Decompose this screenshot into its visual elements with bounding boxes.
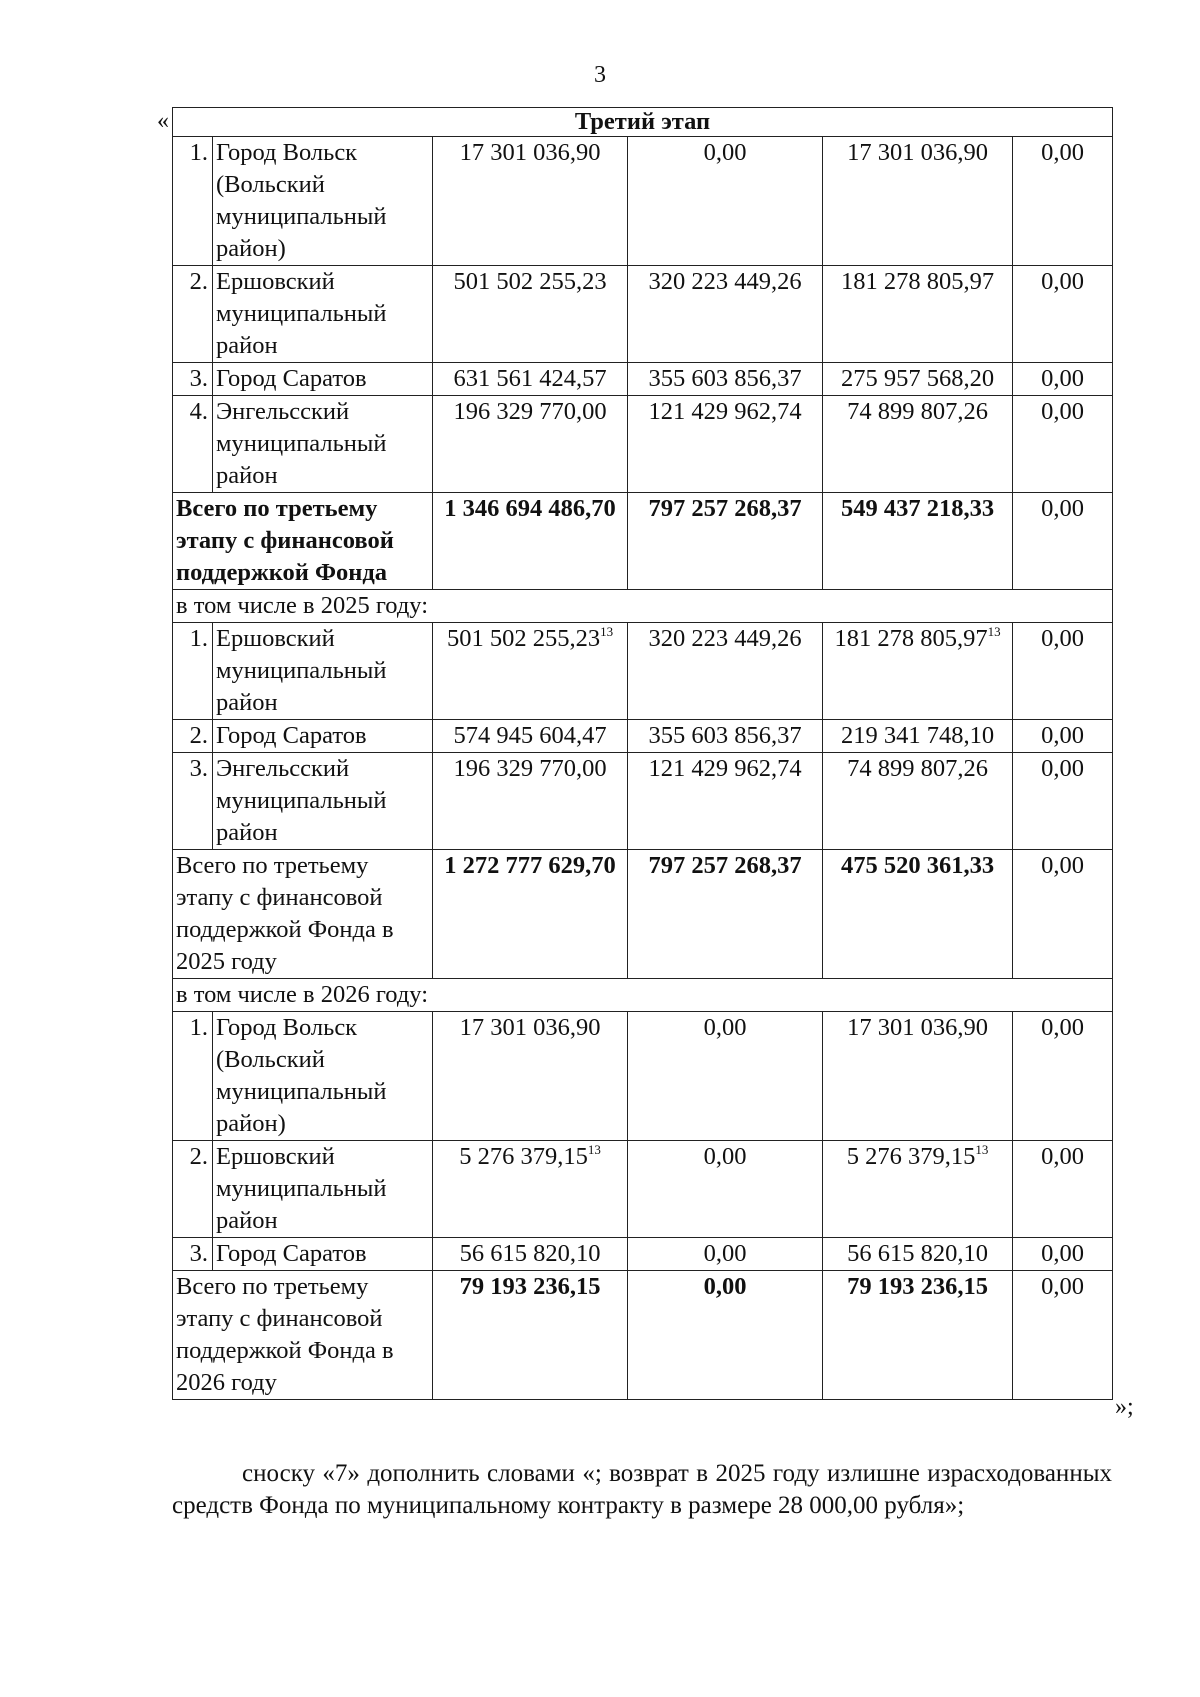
cell-fund-value: 320 223 449,26 [648,625,802,652]
cell-local-value: 0,00 [1041,852,1084,879]
cell-local [1013,493,1113,590]
cell-local [1013,363,1113,396]
footnote-mark: 13 [987,624,1001,639]
cell-local-value: 0,00 [1041,722,1084,749]
row-name: Энгельсский муниципальный район [213,753,433,850]
cell-local [1013,1238,1113,1271]
cell-fund [628,266,823,363]
footnote-mark: 13 [587,1142,601,1157]
row-index: 4. [173,396,213,493]
cell-total [433,1012,628,1141]
cell-total-value: 56 615 820,10 [459,1240,601,1267]
cell-total-value: 631 561 424,57 [453,365,607,392]
table-row [173,1012,1113,1141]
cell-fund [628,396,823,493]
table-row [173,137,1113,266]
year-subtotal-row [173,1271,1113,1400]
cell-fund [628,1012,823,1141]
cell-region [823,1238,1013,1271]
cell-region-value: 181 278 805,97 [834,625,988,652]
cell-fund-value: 355 603 856,37 [648,722,802,749]
cell-total [433,363,628,396]
cell-total [433,753,628,850]
cell-region-value: 17 301 036,90 [847,139,988,166]
cell-total [433,720,628,753]
funding-table-body [173,108,1113,1400]
cell-fund-value: 797 257 268,37 [648,852,802,879]
cell-total [433,266,628,363]
row-name: Всего по третьему этапу с финансовой поддержкой Фонда [173,493,433,590]
row-name: Город Саратов [213,363,433,396]
closing-quote: »; [1115,1394,1134,1420]
cell-region-value: 5 276 379,15 [846,1143,976,1170]
cell-region-value: 181 278 805,97 [840,268,995,295]
table-row [173,363,1113,396]
cell-total-value: 196 329 770,00 [453,398,607,425]
cell-region [823,266,1013,363]
cell-fund-value: 797 257 268,37 [648,495,802,522]
cell-total-value: 501 502 255,23 [453,268,607,295]
row-name: Ершовский муниципальный район [213,266,433,363]
cell-region [823,363,1013,396]
cell-total-value: 1 272 777 629,70 [444,852,616,879]
row-name: Энгельсский муниципальный район [213,396,433,493]
table-row [173,753,1113,850]
cell-region [823,1141,1013,1238]
cell-total [433,493,628,590]
cell-fund-value: 0,00 [703,1143,747,1170]
row-index: 1. [173,623,213,720]
cell-fund [628,850,823,979]
cell-local [1013,1012,1113,1141]
cell-fund [628,137,823,266]
cell-fund-value: 121 429 962,74 [648,755,802,782]
cell-fund [628,720,823,753]
cell-total [433,1238,628,1271]
cell-region [823,720,1013,753]
row-name: Ершовский муниципальный район [213,1141,433,1238]
cell-region [823,1012,1013,1141]
table-row [173,623,1113,720]
stage-total-row [173,493,1113,590]
cell-region [823,137,1013,266]
footnote-amendment-text: сноску «7» дополнить словами «; возврат в 2025 году излишне израсходованных средств Фонда по муниципальному контракту в размере 28 000,00 рубля»; [172,1460,1112,1519]
page-number: 3 [594,62,606,88]
cell-local-value: 0,00 [1041,398,1084,425]
row-index: 1. [173,1012,213,1141]
cell-region-value: 475 520 361,33 [840,852,995,879]
row-name: Город Саратов [213,720,433,753]
cell-total-value: 574 945 604,47 [453,722,607,749]
cell-total [433,1141,628,1238]
row-name: Всего по третьему этапу с финансовой поддержкой Фонда в 2026 году [173,1271,433,1400]
cell-local-value: 0,00 [1041,625,1084,652]
section-row [173,590,1113,623]
cell-total-value: 1 346 694 486,70 [444,495,616,522]
cell-local [1013,137,1113,266]
cell-local-value: 0,00 [1041,139,1084,166]
cell-total [433,396,628,493]
row-index: 2. [173,1141,213,1238]
table-row [173,1141,1113,1238]
cell-fund-value: 0,00 [703,1014,747,1041]
cell-total [433,623,628,720]
cell-region [823,493,1013,590]
row-name: Город Вольск (Вольский муниципальный район) [213,1012,433,1141]
cell-total-value: 17 301 036,90 [459,1014,601,1041]
footnote-amendment [172,1458,1112,1522]
stage-header-row [173,108,1113,137]
row-index: 3. [173,363,213,396]
cell-local [1013,1141,1113,1238]
cell-local [1013,1271,1113,1400]
row-name: Ершовский муниципальный район [213,623,433,720]
cell-local [1013,623,1113,720]
table-row [173,396,1113,493]
row-name: Город Вольск (Вольский муниципальный район) [213,137,433,266]
cell-fund-value: 0,00 [703,1240,747,1267]
cell-local [1013,753,1113,850]
cell-total [433,1271,628,1400]
cell-total-value: 5 276 379,15 [459,1143,588,1170]
cell-total [433,137,628,266]
cell-region-value: 219 341 748,10 [840,722,995,749]
cell-fund-value: 0,00 [703,139,747,166]
row-name: Всего по третьему этапу с финансовой поддержкой Фонда в 2025 году [173,850,433,979]
cell-local [1013,266,1113,363]
cell-region-value: 56 615 820,10 [847,1240,988,1267]
cell-local-value: 0,00 [1041,268,1084,295]
table-row [173,720,1113,753]
cell-local-value: 0,00 [1041,1143,1084,1170]
cell-local [1013,396,1113,493]
cell-region-value: 275 957 568,20 [840,365,995,392]
cell-local-value: 0,00 [1041,495,1084,522]
funding-table [172,107,1113,1400]
opening-quote: « [157,108,169,134]
cell-region-value: 79 193 236,15 [847,1273,988,1300]
cell-region-value: 74 899 807,26 [847,398,988,425]
cell-fund-value: 121 429 962,74 [648,398,802,425]
cell-fund [628,1271,823,1400]
cell-region [823,396,1013,493]
section-label: в том числе в 2025 году: [173,590,1113,623]
cell-region [823,1271,1013,1400]
cell-fund-value: 0,00 [703,1273,747,1300]
cell-fund [628,623,823,720]
stage-title: Третий этап [173,108,1113,137]
row-index: 2. [173,266,213,363]
row-index: 2. [173,720,213,753]
cell-local-value: 0,00 [1041,1273,1084,1300]
cell-fund [628,363,823,396]
cell-total-value: 17 301 036,90 [459,139,601,166]
cell-fund-value: 355 603 856,37 [648,365,802,392]
cell-region-value: 74 899 807,26 [847,755,988,782]
cell-local-value: 0,00 [1041,1240,1084,1267]
cell-fund [628,1238,823,1271]
table-row [173,1238,1113,1271]
cell-local [1013,720,1113,753]
year-subtotal-row [173,850,1113,979]
row-name: Город Саратов [213,1238,433,1271]
cell-total-value: 196 329 770,00 [453,755,607,782]
cell-region [823,623,1013,720]
cell-total-value: 79 193 236,15 [459,1273,601,1300]
cell-total-value: 501 502 255,23 [446,625,601,652]
row-index: 3. [173,753,213,850]
cell-region [823,850,1013,979]
cell-local [1013,850,1113,979]
cell-fund [628,753,823,850]
cell-local-value: 0,00 [1041,365,1084,392]
cell-region-value: 549 437 218,33 [840,495,995,522]
cell-fund [628,1141,823,1238]
footnote-mark: 13 [975,1142,989,1157]
cell-region [823,753,1013,850]
row-index: 3. [173,1238,213,1271]
section-label: в том числе в 2026 году: [173,979,1113,1012]
footnote-mark: 13 [600,624,614,639]
cell-local-value: 0,00 [1041,1014,1084,1041]
cell-fund-value: 320 223 449,26 [648,268,802,295]
row-index: 1. [173,137,213,266]
section-row [173,979,1113,1012]
cell-total [433,850,628,979]
cell-local-value: 0,00 [1041,755,1084,782]
cell-region-value: 17 301 036,90 [847,1014,988,1041]
cell-fund [628,493,823,590]
table-row [173,266,1113,363]
